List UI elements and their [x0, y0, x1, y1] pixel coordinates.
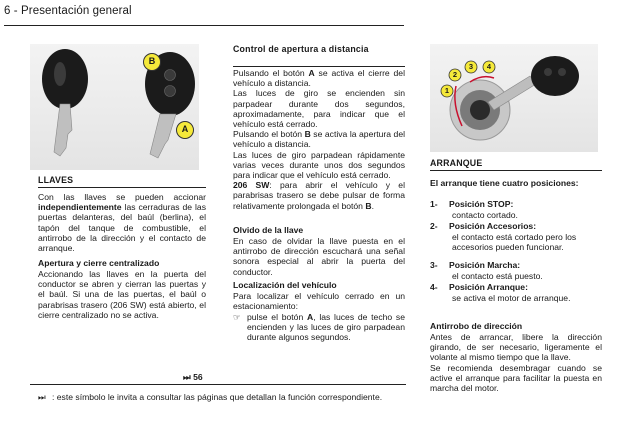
ignition-photo [430, 44, 598, 152]
callout-1-label: 1 [444, 86, 450, 95]
ignition-title: ARRANQUE [430, 158, 483, 168]
antitheft-text-1: Antes de arrancar, libere la dirección girando, de ser necesario, ligeramente el volante al mismo tiempo que la llave. [430, 332, 602, 363]
remote-p1: Pulsando el botón A se activa el cierre del vehículo a distancia. [233, 68, 405, 89]
callout-2-label: 2 [452, 70, 458, 79]
callout-b-label: B [148, 56, 156, 66]
pointing-hand-icon: ☞ [233, 312, 241, 322]
page-ref-icon: ⏭ [183, 372, 191, 382]
remote-p5: 206 SW: para abrir el vehículo y el parabrisas trasero se debe pulsar de forma relativamente prolongada el botón B. [233, 180, 405, 211]
footnote [38, 392, 408, 402]
remote-p4: Las luces de giro parpadean rápidamente varias veces durante unos dos segundos para indicar que el vehículo está cerrado. [233, 149, 405, 181]
forgot-key-title: Olvido de la llave [233, 225, 304, 235]
keys-title: LLAVES [38, 175, 74, 185]
forgot-key-text: En caso de olvidar la llave puesta en el antirrobo de dirección escuchará una señal sonora especial al abrir la puerta del conductor. [233, 236, 405, 277]
forward-icon: ⏭ [38, 392, 46, 402]
page-title: 6 - Presentación general [4, 5, 132, 17]
keys-rule [38, 187, 206, 188]
remote-rule [233, 66, 405, 67]
locate-bullet: ☞ pulse el botón A, las luces de techo se encienden y las luces de giro parpadean durante algunos segundos. [233, 312, 406, 343]
ignition-rule [430, 170, 602, 171]
position-item: 4- Posición Arranque: se activa el motor de arranque. [430, 282, 571, 303]
remote-p3: Pulsando el botón B se activa la apertura del vehículo a distancia. [233, 129, 406, 150]
locate-text: Para localizar el vehículo cerrado en un estacionamiento: [233, 291, 405, 312]
footnote-rule [30, 384, 406, 385]
antitheft-title: Antirrobo de dirección [430, 321, 523, 331]
footnote-text: : este símbolo le invita a consultar las páginas que detallan la función correspondiente. [52, 392, 383, 402]
position-item: 3- Posición Marcha: el contacto está puesto. [430, 260, 543, 281]
callout-4-label: 4 [486, 62, 492, 71]
callout-a-label: A [181, 124, 189, 134]
keys-photo [30, 44, 199, 170]
remote-title: Control de apertura a distancia [233, 44, 369, 54]
position-item: 2- Posición Accesorios: el contacto está cortado pero los accesorios pueden funcionar. [430, 221, 577, 253]
keys-intro: Con las llaves se pueden accionar independientemente las cerraduras de las puertas delanteras, del baúl (berlina), el tapón del tanque de combustible, el antirrobo de la dirección y el contacto de arranque. [38, 192, 206, 254]
page-ref-number: 56 [193, 372, 203, 382]
antitheft-text-2: Se recomienda desembragar cuando se active el arranque para facilitar la puesta en marcha del motor. [430, 363, 602, 394]
ignition-subtitle: El arranque tiene cuatro posiciones: [430, 178, 579, 188]
remote-body [233, 68, 405, 211]
locate-title: Localización del vehículo [233, 280, 337, 290]
central-lock-text: Accionando las llaves en la puerta del conductor se abren y cierran las puertas y el baúl. Si una de las puertas, el baúl o parabrisas trasero (206 SW) está abierto, el cierre centralizado no se activa. [38, 269, 206, 320]
remote-p2: Las luces de giro se encienden sin parpadear durante dos segundos, aproximadamente, para indicar que el vehículo está cerrado. [233, 88, 405, 130]
header-rule [4, 25, 404, 26]
position-item: 1- Posición STOP: contacto cortado. [430, 199, 518, 220]
page-ref-link[interactable] [183, 372, 203, 383]
central-lock-title: Apertura y cierre centralizado [38, 258, 160, 268]
callout-3-label: 3 [468, 62, 474, 71]
